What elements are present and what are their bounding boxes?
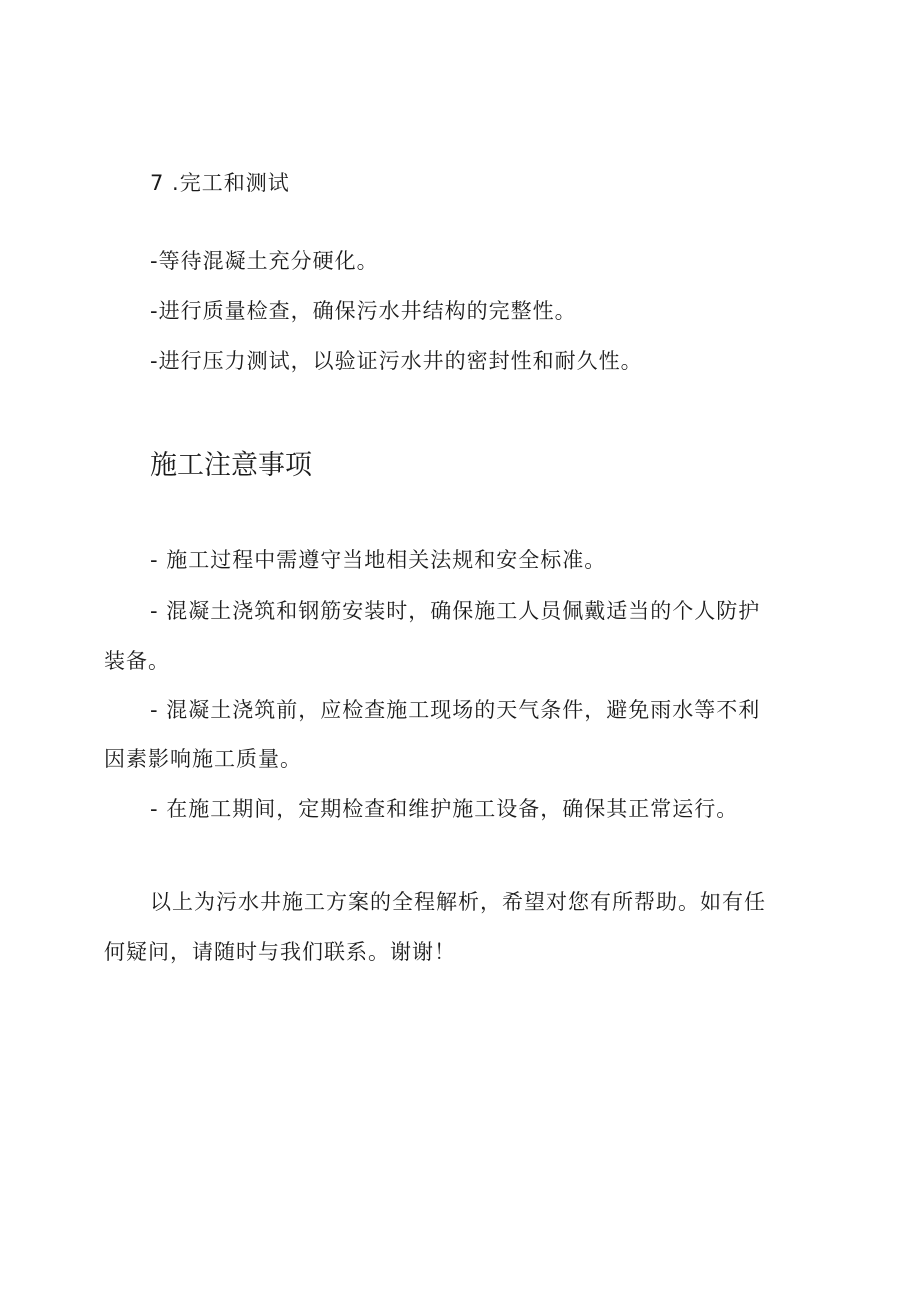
closing-line: 以上为污水井施工方案的全程解析，希望对您有所帮助。如有任 bbox=[150, 890, 766, 914]
notes-line: 因素影响施工质量。 bbox=[104, 747, 302, 771]
section-7-item: -进行质量检查，确保污水井结构的完整性。 bbox=[150, 299, 577, 323]
notes-line: - 混凝土浇筑前，应检查施工现场的天气条件，避免雨水等不利 bbox=[150, 698, 761, 722]
notes-line: - 混凝土浇筑和钢筋安装时，确保施工人员佩戴适当的个人防护 bbox=[150, 599, 761, 623]
notes-line: - 施工过程中需遵守当地相关法规和安全标准。 bbox=[150, 548, 607, 572]
notes-heading: 施工注意事项 bbox=[150, 450, 312, 481]
section-7-item: -等待混凝土充分硬化。 bbox=[150, 249, 379, 273]
notes-line: 装备。 bbox=[104, 649, 170, 673]
section-7-title: 7 .完工和测试 bbox=[150, 171, 290, 195]
notes-line: - 在施工期间，定期检查和维护施工设备，确保其正常运行。 bbox=[150, 797, 739, 821]
section-7-item: -进行压力测试，以验证污水井的密封性和耐久性。 bbox=[150, 349, 643, 373]
closing-line: 何疑问，请随时与我们联系。谢谢！ bbox=[104, 940, 456, 964]
